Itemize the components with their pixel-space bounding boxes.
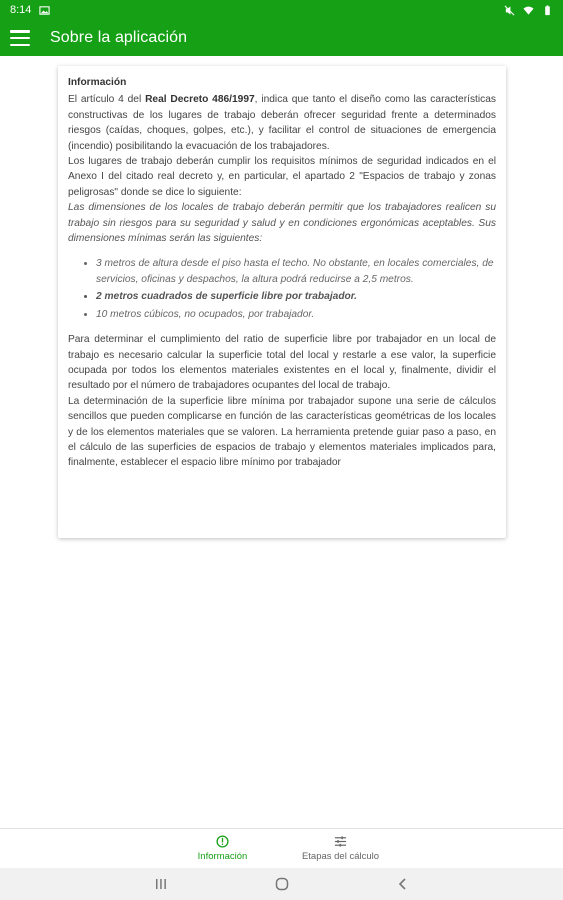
image-notification-icon [39,5,50,16]
battery-icon [542,5,553,16]
status-time: 8:14 [10,4,32,16]
tab-label: Información [197,851,248,862]
decree-reference: Real Decreto 486/1997 [145,94,255,106]
hamburger-menu-icon[interactable] [10,30,30,46]
list-item: • 3 metros de altura desde el piso hasta el techo. No obstante, en locales comerciales, de servicios, oficinas y despachos, la altura podrá reducirse a 2,5 metros. [96,256,496,287]
back-button[interactable] [388,872,418,896]
paragraph-requirements: Los lugares de trabajo deberán cumplir los requisitos mínimos de seguridad indicados en el Anexo I del citado real decreto y, en particular, el apartado 2 "Espacios de trabajo y zonas peligrosas" donde se dice lo siguiente: [68,156,496,198]
recent-apps-icon [154,878,168,890]
app-bar [0,20,563,56]
card-heading: Información [68,77,127,88]
info-card [58,66,506,538]
paragraph-tool: La determinación de la superficie libre mínima por trabajador supone una serie de cálculos sencillos que pueden complicarse en función de las características geométricas de los locales y de los elementos materiales que se valoren. La herramienta pretende guiar paso a paso, en el cálculo de las superficies de espacios de trabajo y elementos materiales implicados para, finalmente, establecer el espacio libre mínimo por trabajador [68,395,496,469]
paragraph-calculation: Para determinar el cumplimiento del ratio de superficie libre por trabajador en un local de trabajo es necesario calcular la superficie total del local y restarle a ese valor, la superficie ocupada por todos los elementos materiales existentes en el local y, finalmente, dividir el resultado por el número de trabajadores ocupantes del local de trabajo. [68,334,496,392]
info-icon [216,835,229,848]
tune-icon [334,835,347,848]
recent-apps-button[interactable] [146,872,176,896]
dimensions-list [96,256,496,322]
tab-label: Etapas del cálculo [301,851,380,862]
back-chevron-icon [397,877,409,891]
home-icon [275,877,289,891]
page-title: Sobre la aplicación [50,29,188,46]
list-item: • 2 metros cuadrados de superficie libre por trabajador. [96,289,496,304]
list-item: • 10 metros cúbicos, no ocupados, por trabajador. [96,307,496,322]
system-navigation-bar [0,868,563,900]
status-bar [0,0,563,20]
status-icons [504,5,553,16]
wifi-icon [523,5,534,16]
mute-icon [504,5,515,16]
paragraph-intro: El artículo 4 del Real Decreto 486/1997, indica que tanto el diseño como las características constructivas de los lugares de trabajo deberán ofrecer seguridad frente a determinados riesgos (caídas, choques, golpes, etc.), y facilitar el control de situaciones de emergencia (incendio) posibilitando la evacuación de los trabajadores. [68,94,496,152]
home-button[interactable] [267,872,297,896]
tab-informacion[interactable] [164,829,282,868]
tab-etapas-del-calculo[interactable] [282,829,400,868]
bottom-navigation [0,828,563,868]
paragraph-quote: Las dimensiones de los locales de trabajo deberán permitir que los trabajadores realicen su trabajo sin riesgos para su seguridad y salud y en condiciones ergonómicas aceptables. Sus dimensiones mínimas serán las siguientes: [68,202,496,245]
